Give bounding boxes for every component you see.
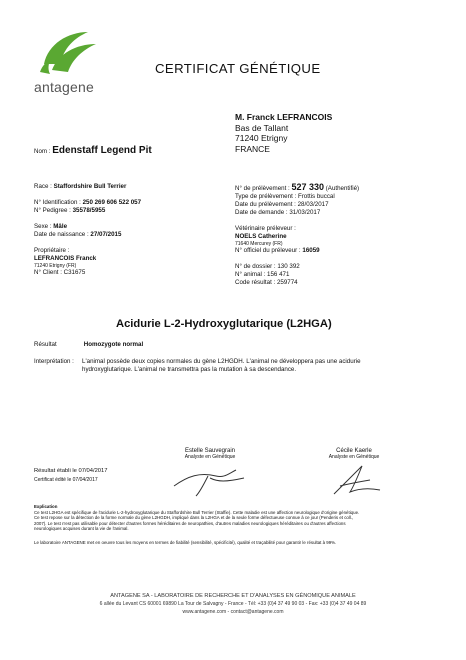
pedigree-label: N° Pedigree : [34,207,73,214]
birth-value: 27/07/2015 [90,231,122,238]
signature-role: Analyste en Génétique [328,454,380,460]
result-row [34,341,143,349]
animal-number: N° animal : 156 471 [235,271,290,278]
animal-name-value: Edenstaff Legend Pit [52,145,152,156]
signature-block-2 [304,448,404,500]
birth-label: Date de naissance : [34,231,91,238]
explication-line: neurologiques acquises durant la vie de l'animal. [34,526,129,532]
dates-block [34,467,234,485]
signature-handwriting-2 [314,462,394,498]
interpretation-line: L'animal possède deux copies normales du gène L2HGDH. L'animal ne développera pas une acidurie [82,358,361,365]
signature-name: Estelle Sauvegrain [184,448,236,454]
address-line-city: 71240 Etrigny [235,133,288,143]
result-code: Code résultat : 259774 [235,279,298,286]
address-line-country: FRANCE [235,143,270,154]
birth-row [34,231,234,239]
interpretation-line: hydroxyglutarique. L'animal ne transmettra pas la mutation à sa descendance. [82,366,297,373]
sample-type: Type de prélèvement : Frottis buccal [235,193,335,200]
footer-address: 6 allée du Levant CS 60001 69890 La Tour de Salvagny - France - Tél: +33 (0)4 37 49 90 03 - Fax: +33 (0)4 37 49 04 89 [99,601,367,607]
owner-name: LEFRANCOIS Franck [34,255,97,262]
interpretation-row [34,358,444,374]
identification-row [34,199,234,207]
vet-official-row [235,247,445,255]
sample-number-suffix: (Authentifié) [324,185,360,192]
sample-details [235,183,445,287]
interpretation-label: Interprétation : [34,358,74,365]
explication-line: Ce test repose sur la détection de la forme normale du gène L2HGDH, impliqué dans la L2HGA et de la seule forme défectueuse connue à ce jour (Penderis et coll., [34,515,354,521]
footer-company: ANTAGENE SA - LABORATOIRE DE RECHERCHE ET D'ANALYSES EN GÉNOMIQUE ANIMALE [110,593,356,599]
sex-label: Sexe : [34,223,54,230]
identification-label: N° Identification : [34,199,83,206]
animal-name-label: Nom : [34,148,53,155]
result-label: Résultat [34,341,57,348]
identification-value: 250 269 606 522 057 [82,199,142,206]
animal-details [34,183,234,277]
sample-number-value: 527 330 [291,182,325,192]
sample-number-row [235,183,445,193]
sample-date: Date du prélèvement : 28/03/2017 [235,201,329,208]
race-value: Staffordshire Bull Terrier [53,183,127,190]
address-line-name: M. Franck LEFRANCOIS [235,112,333,122]
vet-official-label: N° officiel du préleveur : [235,247,303,254]
certificate-date: Certificat édité le 07/04/2017 [34,477,98,483]
sample-request-date: Date de demande : 31/03/2017 [235,209,321,216]
pedigree-row [34,207,234,215]
vet-city: 71640 Mercurey (FR) [235,241,283,247]
signature-role: Analyste en Génétique [184,454,236,460]
explication-line: 2007). Le test n'est pas utilisable pour détecter d'autres formes héréditaires de neuropathies, d'autres maladies neurologiques héréditaires ou d'autres affections [34,520,346,526]
race-label: Race : [34,183,54,190]
sample-number-label: N° de prélèvement : [235,185,292,192]
vet-official-value: 16059 [302,247,320,254]
animal-name-row [34,140,152,158]
vet-label: Vétérinaire préleveur : [235,225,296,232]
explication-line: Ce test L2HGA est spécifique de l'acidurie L-2-hydroxyglutarique du Staffordshire Bull Terrier (Staffie). Cette maladie est une affection neurologique d'origine génétique. [34,509,360,515]
owner-client: N° Client : C31675 [34,269,86,276]
explication-footer-note: Le laboratoire ANTAGENE met en oeuvre tous les moyens en termes de fiabilité (sensibilité, spécificité), qualité et traçabilité pour garantir le résultat à 99%. [34,539,337,545]
owner-city: 71240 Etrigny (FR) [34,263,77,269]
antagene-logo-icon [34,26,104,78]
sex-row [34,223,234,231]
certificate-title: CERTIFICAT GÉNÉTIQUE [155,61,321,76]
result-value: Homozygote normal [83,341,144,348]
sex-value: Mâle [53,223,68,230]
address-line-street: Bas de Tallant [235,122,289,133]
vet-name: NOELS Catherine [235,233,287,240]
owner-label: Propriétaire : [34,247,70,254]
footer-contact: www.antagene.com - contact@antagene.com [182,609,284,615]
address-block [235,112,435,154]
file-number: N° de dossier : 130 392 [235,263,300,270]
explication-title: Explication [34,504,58,509]
signature-name: Cécile Kaerle [336,448,372,454]
pedigree-value: 35578/5955 [72,207,106,214]
antagene-logo [34,26,104,98]
explication-block [34,504,444,546]
result-date: Résultat établi le 07/04/2017 [34,468,108,474]
footer [0,592,466,616]
logo-wordmark: antagene [34,79,94,95]
test-title: Acidurie L-2-Hydroxyglutarique (L2HGA) [116,318,332,330]
race-row [34,183,234,191]
